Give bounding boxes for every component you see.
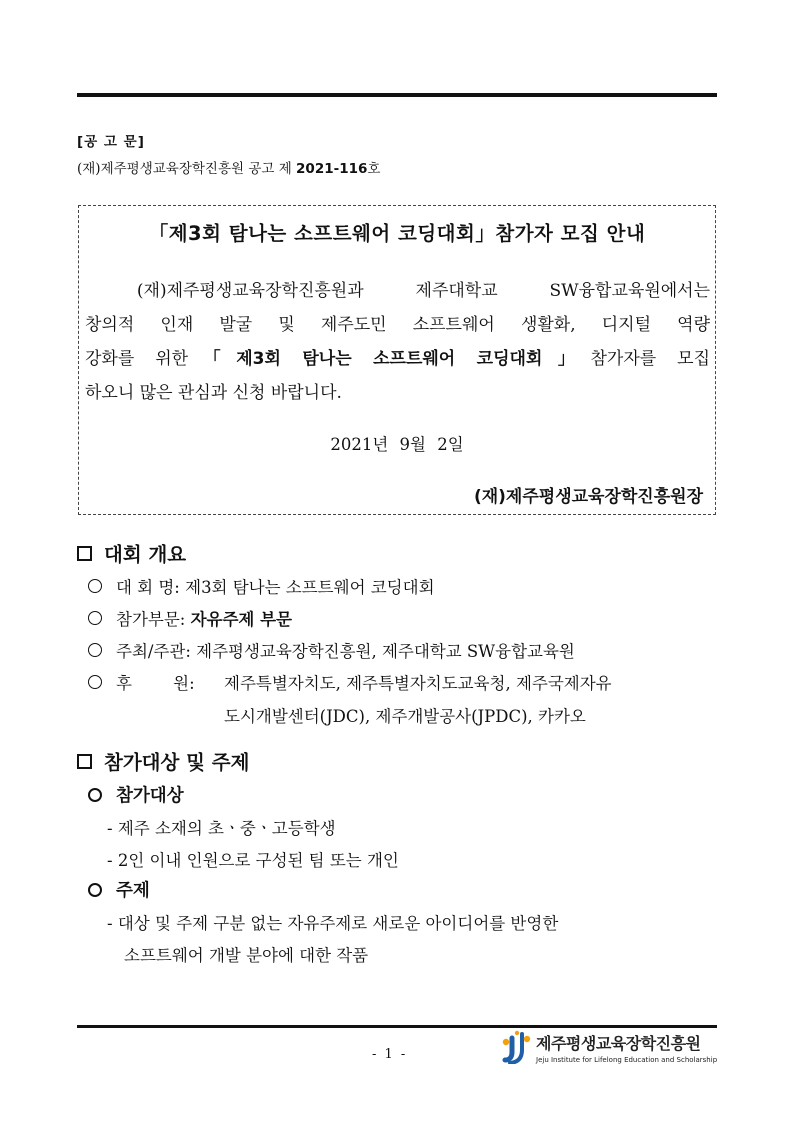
overview-item-contest-name: 대 회 명: 제3회 탐나는 소프트웨어 코딩대회 [88, 574, 435, 598]
notice-number-value: 2021-116 [296, 161, 368, 177]
section-eligibility-title: 참가대상 및 주제 [77, 747, 249, 775]
org-logo [500, 1030, 717, 1064]
square-bullet-icon [77, 754, 92, 769]
overview-item-host: 주최/주관: 제주평생교육장학진흥원, 제주대학교 SW융합교육원 [88, 638, 575, 662]
circle-bullet-icon [88, 611, 102, 625]
notice-number-suffix: 호 [367, 161, 381, 177]
announcement-body [85, 274, 710, 410]
square-bullet-icon [77, 546, 92, 561]
org-name-en: Jeju Institute for Lifelong Education and Scholarship [536, 1055, 718, 1064]
overview-sponsor-line2: 도시개발센터(JDC), 제주개발공사(JPDC), 카카오 [224, 707, 586, 726]
announcement-body-line: 하오니 많은 관심과 신청 바랍니다. [85, 383, 342, 403]
bottom-rule [77, 1025, 717, 1028]
eligibility-target-heading: 참가대상 [88, 782, 184, 807]
announcement-box [78, 205, 716, 515]
circle-bullet-icon [88, 675, 102, 689]
org-logo-mark-icon [500, 1030, 532, 1064]
overview-item-sponsor: 후 원: 제주특별자치도, 제주특별자치도교육청, 제주국제자유 [88, 670, 612, 694]
notice-number-prefix: (재)제주평생교육장학진흥원 공고 제 [77, 161, 297, 177]
overview-item-category: 참가부문: 자유주제 부문 [88, 606, 292, 630]
announcement-body-line: 강화를 위한「제3회 탐나는 소프트웨어 코딩대회」참가자를 모집 [85, 349, 710, 369]
contest-highlight: 「제3회 탐나는 소프트웨어 코딩대회」 [188, 349, 591, 369]
eligibility-topic-line: - 대상 및 주제 구분 없는 자유주제로 새로운 아이디어를 반영한 [107, 914, 559, 933]
circle-bullet-icon [88, 643, 102, 657]
notice-label: [공 고 문] [77, 134, 145, 150]
circle-bullet-icon [88, 788, 102, 802]
announcement-title: 「제3회 탐나는 소프트웨어 코딩대회」참가자 모집 안내 [148, 222, 646, 245]
circle-bullet-icon [88, 579, 102, 593]
circle-bullet-icon [88, 883, 102, 897]
eligibility-target-item: - 제주 소재의 초ㆍ중ㆍ고등학생 [107, 819, 336, 838]
eligibility-topic-heading: 주제 [88, 877, 150, 902]
org-name-ko: 제주평생교육장학진흥원 [536, 1033, 701, 1053]
announcement-body-line: (재)제주평생교육장학진흥원과 제주대학교 SW융합교육원에서는 [136, 281, 711, 301]
page-number: - 1 - [372, 1047, 408, 1062]
announcement-date: 2021년 9월 2일 [330, 435, 464, 454]
announcement-signer: (재)제주평생교육장학진흥원장 [473, 487, 703, 507]
announcement-body-line: 창의적 인재 발굴 및 제주도민 소프트웨어 생활화, 디지털 역량 [85, 315, 710, 335]
eligibility-topic-line2: 소프트웨어 개발 분야에 대한 작품 [124, 946, 369, 965]
notice-number [77, 157, 380, 177]
top-rule [77, 93, 717, 97]
eligibility-target-item: - 2인 이내 인원으로 구성된 팀 또는 개인 [107, 851, 399, 870]
section-overview-title: 대회 개요 [77, 539, 186, 567]
